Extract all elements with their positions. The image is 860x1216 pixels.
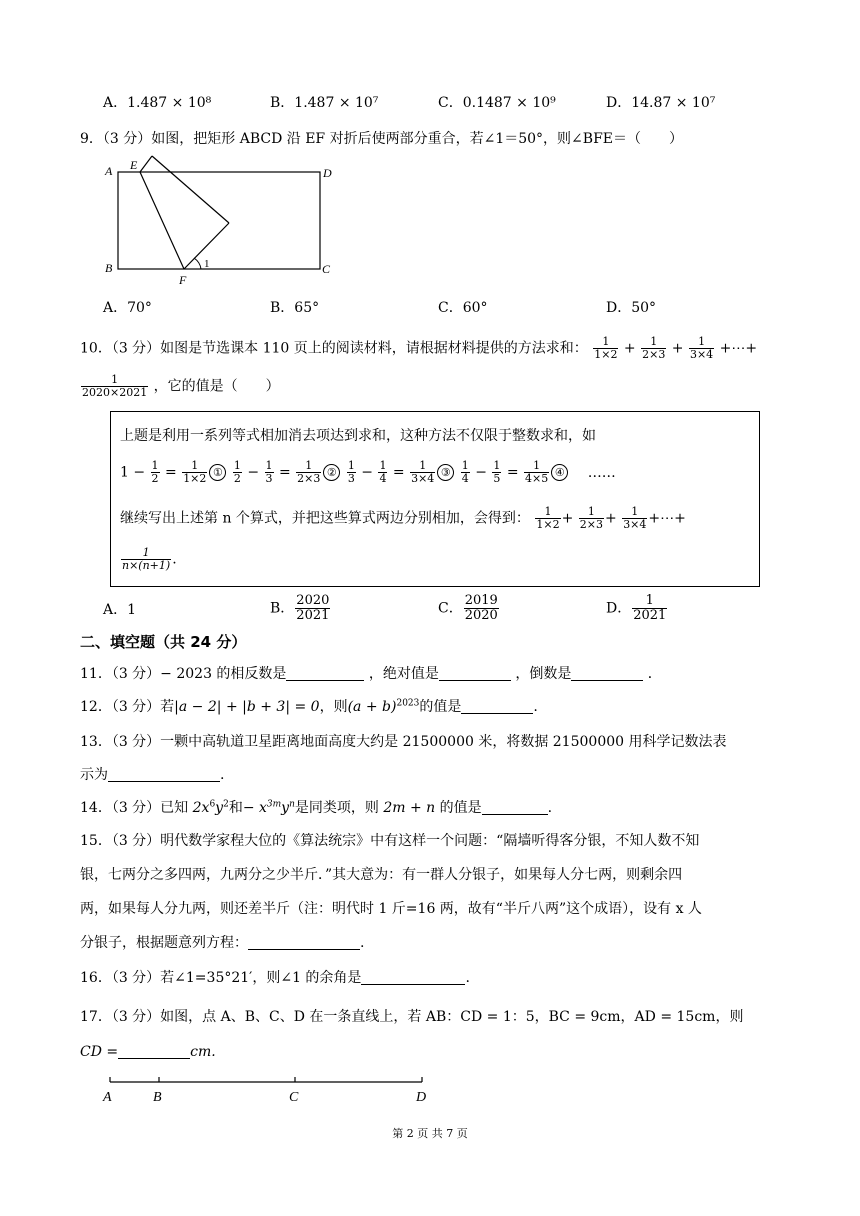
q15-line-3: 两，如果每人分九两，则还差半斤（注：明代时 1 斤=16 两，故有“半斤八两”这个成语），设有 x 人 xyxy=(80,901,702,917)
plus-sign: + xyxy=(623,340,636,357)
answer-blank[interactable] xyxy=(439,666,511,681)
label-a: A xyxy=(105,164,113,178)
ellipsis-plus: +⋯+ xyxy=(719,340,758,357)
q9-text: 9．（3 分）如图，把矩形 ABCD 沿 EF 对折后使两部分重合，若∠1＝50°，则∠BFE＝（ ） xyxy=(80,131,683,147)
box-line-3: 继续写出上述第 n 个算式，并把这些算式两边分别相加，会得到： $\frac{1}{1\times 2}$ + $\frac{1}{2\times 3}$ + $\frac{1}{3\times 4}$ +⋯+ xyxy=(120,505,686,531)
folded-edge-right xyxy=(152,156,229,223)
fold-line-ef xyxy=(140,172,184,269)
angle-1-arc xyxy=(194,258,201,269)
q10-option-d: D． $\frac{1}{2021}$ xyxy=(606,593,667,623)
q8-option-c: C．0.1487 × 10⁹ xyxy=(438,95,556,111)
sum-term-1: $\frac{1}{1\times 2}$ xyxy=(594,335,618,361)
box-line-4: $\frac{1}{n\times(n+1)}$ . xyxy=(122,546,177,572)
box-equations: 1 − $\frac{1}{2}$ = $\frac{1}{1\times 2}$ ① $\frac{1}{2}$ − $\frac{1}{3}$ = $\frac{1}{2\times 3}$ ② $\frac{1}{3}$ − $\frac{1}{4}$ = $\frac{1}{3\times 4}$ ③ $\frac{1}{4}$ − $\frac{1}{5}$ = $\frac{1}{4\times 5}$ ④ …… xyxy=(120,459,616,485)
q10-option-a: A．1 xyxy=(103,602,137,618)
sum-term-last: $\frac{1}{2020\times 2021}$ xyxy=(82,373,148,399)
q10-text xyxy=(80,336,757,361)
point-b-label: B xyxy=(153,1090,162,1105)
section-heading: 二、填空题（共 24 分） xyxy=(80,633,247,651)
q17-line-1: 17．（3 分）如图，点 A、B、C、D 在一条直线上，若 AB：CD = 1：5，BC = 9cm，AD = 15cm，则 xyxy=(80,1009,744,1025)
q15-line-4: 分银子，根据题意列方程： . xyxy=(80,935,365,951)
circled-4: ④ xyxy=(551,464,568,481)
answer-blank[interactable] xyxy=(482,800,548,815)
q9-option-d: D．50° xyxy=(606,300,657,316)
plus-sign: + xyxy=(671,340,684,357)
q11-text: 11．（3 分）− 2023 的相反数是 ，绝对值是 ，倒数是 ． xyxy=(80,666,662,682)
q10-text-line2 xyxy=(80,374,280,399)
q10-prompt: 10．（3 分）如图是节选课本 110 页上的阅读材料，请根据材料提供的方法求和： xyxy=(80,340,588,357)
circled-2: ② xyxy=(323,464,340,481)
q10-suffix: ，它的值是（ ） xyxy=(153,378,280,395)
box-line-1: 上题是利用一系列等式相加消去项达到求和，这种方法不仅限于整数求和，如 xyxy=(120,428,596,444)
circled-3: ③ xyxy=(437,464,454,481)
label-c: C xyxy=(322,262,331,276)
label-f: F xyxy=(179,273,187,287)
q8-option-b: B．1.487 × 10⁷ xyxy=(270,95,379,111)
point-a-label: A xyxy=(103,1090,112,1105)
answer-blank[interactable] xyxy=(248,935,360,950)
q9-option-a: A．70° xyxy=(103,300,152,316)
label-b: B xyxy=(105,261,113,275)
q10-option-b: B． $\frac{2020}{2021}$ xyxy=(270,593,330,623)
q15-line-2: 银，七两分之多四两，九两分之少半斤．”其大意为：有一群人分银子，如果每人分七两，则剩余四 xyxy=(80,867,683,883)
q13-line-2: 示为 . xyxy=(80,767,225,783)
q8-option-a: A．1.487 × 10⁸ xyxy=(103,95,212,111)
q15-line-1: 15．（3 分）明代数学家程大位的《算法统宗》中有这样一个问题：“隔墙听得客分银，不知人数不知 xyxy=(80,833,700,849)
q10-option-c: C． $\frac{2019}{2020}$ xyxy=(438,593,498,623)
rectangle-abcd xyxy=(118,172,320,269)
circled-1: ① xyxy=(209,464,226,481)
label-e: E xyxy=(130,158,138,172)
page-footer: 第 2 页 共 7 页 xyxy=(392,1127,468,1140)
q9-option-c: C．60° xyxy=(438,300,488,316)
folded-edge-top xyxy=(140,156,152,172)
q9-option-b: B．65° xyxy=(270,300,320,316)
answer-blank[interactable] xyxy=(461,699,533,714)
answer-blank[interactable] xyxy=(118,1044,190,1059)
q17-line-figure xyxy=(100,1070,440,1106)
answer-blank[interactable] xyxy=(361,970,465,985)
label-angle-1: 1 xyxy=(204,258,210,270)
q17-line-2: CD = cm. xyxy=(80,1044,216,1060)
answer-blank[interactable] xyxy=(571,666,643,681)
sum-term-2: $\frac{1}{2\times 3}$ xyxy=(642,335,666,361)
point-d-label: D xyxy=(416,1090,427,1105)
point-c-label: C xyxy=(289,1090,299,1105)
q16-text: 16．（3 分）若∠1=35°21′，则∠1 的余角是 . xyxy=(80,970,470,986)
q13-line-1: 13．（3 分）一颗中高轨道卫星距离地面高度大约是 21500000 米，将数据 21500000 用科学记数法表 xyxy=(80,734,727,750)
sum-term-3: $\frac{1}{3\times 4}$ xyxy=(689,335,714,361)
label-d: D xyxy=(323,166,332,180)
q9-rectangle-figure xyxy=(100,150,350,290)
answer-blank[interactable] xyxy=(108,767,220,782)
q14-text: 14．（3 分）已知 $2x^6y^2$和− $x^{3m}y^n$是同类项，则 2m + n 的值是 . xyxy=(80,799,553,816)
answer-blank[interactable] xyxy=(286,666,364,681)
q12-text: 12．（3 分）若|a − 2| + |b + 3| = 0，则$(a + b)^{2023}$的值是 . xyxy=(80,698,538,715)
q8-option-d: D．14.87 × 10⁷ xyxy=(606,95,716,111)
